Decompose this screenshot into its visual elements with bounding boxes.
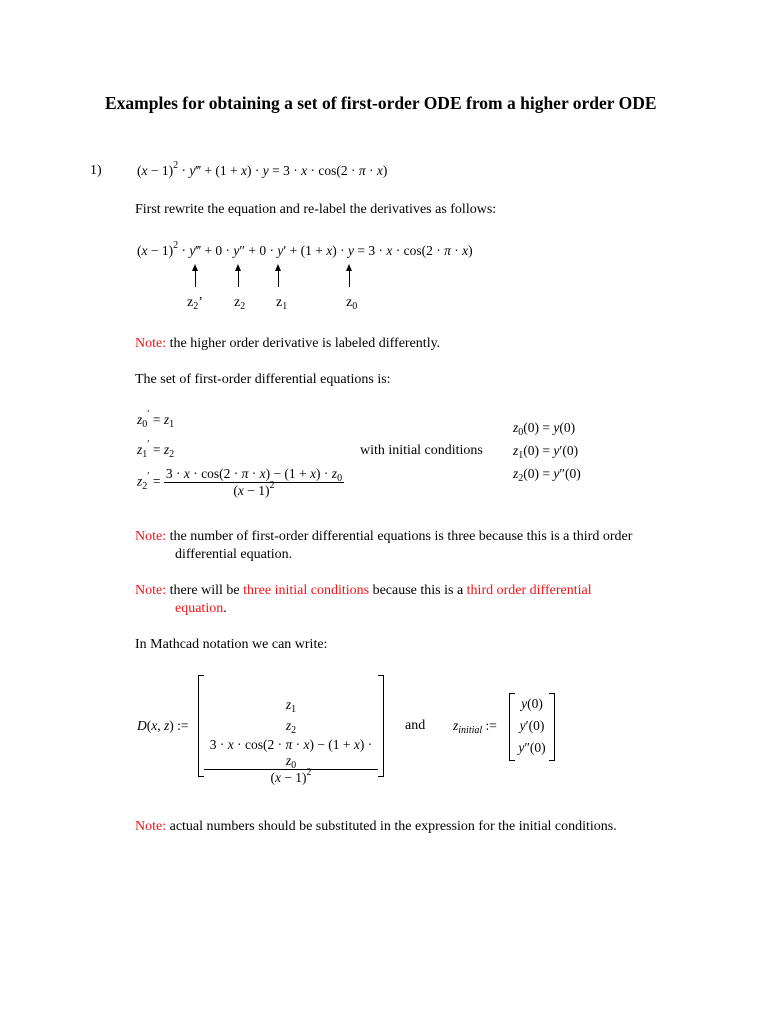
- z-initial-label: $z_{initial}$ :=: [453, 718, 497, 736]
- equation-z0-prime: $z_0' = z_1$: [137, 409, 175, 430]
- matrix-row-z1: $z_1$: [285, 697, 297, 715]
- ic-z2: $z_2(0) = y''(0)$: [513, 466, 581, 484]
- ic-z1: $z_1(0) = y'(0)$: [513, 443, 579, 461]
- arrow-up-icon: [238, 269, 239, 287]
- rewritten-equation: $(x - 1)^2$ · y‴ + 0 · y″ + 0 · y′ + (1 + x) · y = 3 · x · cos(2 · π · x): [137, 240, 473, 258]
- initial-y0: y(0): [521, 696, 543, 711]
- d-function-label: D(x, z) :=: [137, 718, 189, 733]
- set-text: The set of first-order differential equations is:: [135, 372, 391, 387]
- arrow-up-icon: [278, 269, 279, 287]
- label-z0: $z_0$: [346, 295, 358, 312]
- label-z2: $z_2$: [234, 295, 246, 312]
- ic-z0: $z_0(0) = y(0)$: [513, 420, 576, 438]
- note-3-continued: equation.: [175, 601, 227, 616]
- matrix-row-fraction: $\frac{3 \cdot x \cdot \cos(2 \cdot \pi \cdot x) - (1 + x) \cdot z_0}{(x - 1)^2}$: [204, 737, 378, 786]
- page-title: Examples for obtaining a set of first-order ODE from a higher order ODE: [105, 93, 657, 113]
- note-1: Note: the higher order derivative is labeled differently.: [135, 336, 441, 351]
- equation-z1-prime: $z_1' = z_2$: [137, 439, 175, 460]
- initial-y-double-prime: y″(0): [518, 740, 546, 755]
- arrow-up-icon: [195, 269, 196, 287]
- note-2-continued: differential equation.: [175, 547, 293, 562]
- matrix-row-z2: $z_2$: [285, 718, 297, 736]
- right-bracket: [378, 675, 384, 777]
- note-4: Note: actual numbers should be substituted in the expression for the initial conditions.: [135, 819, 617, 834]
- label-z1: $z_1$: [276, 295, 288, 312]
- intro-text: First rewrite the equation and re-label the derivatives as follows:: [135, 202, 497, 217]
- initial-y-prime: y′(0): [519, 718, 545, 733]
- arrow-up-icon: [349, 269, 350, 287]
- mathcad-text: In Mathcad notation we can write:: [135, 637, 328, 652]
- example-number: 1): [90, 163, 102, 178]
- label-z2-prime: $z_2$’: [187, 295, 203, 312]
- equation-z2-prime: $z_2'$ = $\frac{3 \cdot x \cdot \cos(2 \cdot \pi \cdot x) - (1 + x) \cdot z_0}{(x - 1)^2}$: [137, 466, 343, 498]
- original-equation: $(x - 1)^2$ · y‴ + (1 + x) · y = 3 · x · cos(2 · π · x): [137, 160, 388, 178]
- with-initial-conditions: with initial conditions: [360, 443, 483, 458]
- note-3: Note: there will be three initial conditions because this is a third order differential: [135, 583, 592, 598]
- and-text: and: [405, 718, 426, 733]
- note-2: Note: the number of first-order differential equations is three because this is a third order: [135, 529, 633, 544]
